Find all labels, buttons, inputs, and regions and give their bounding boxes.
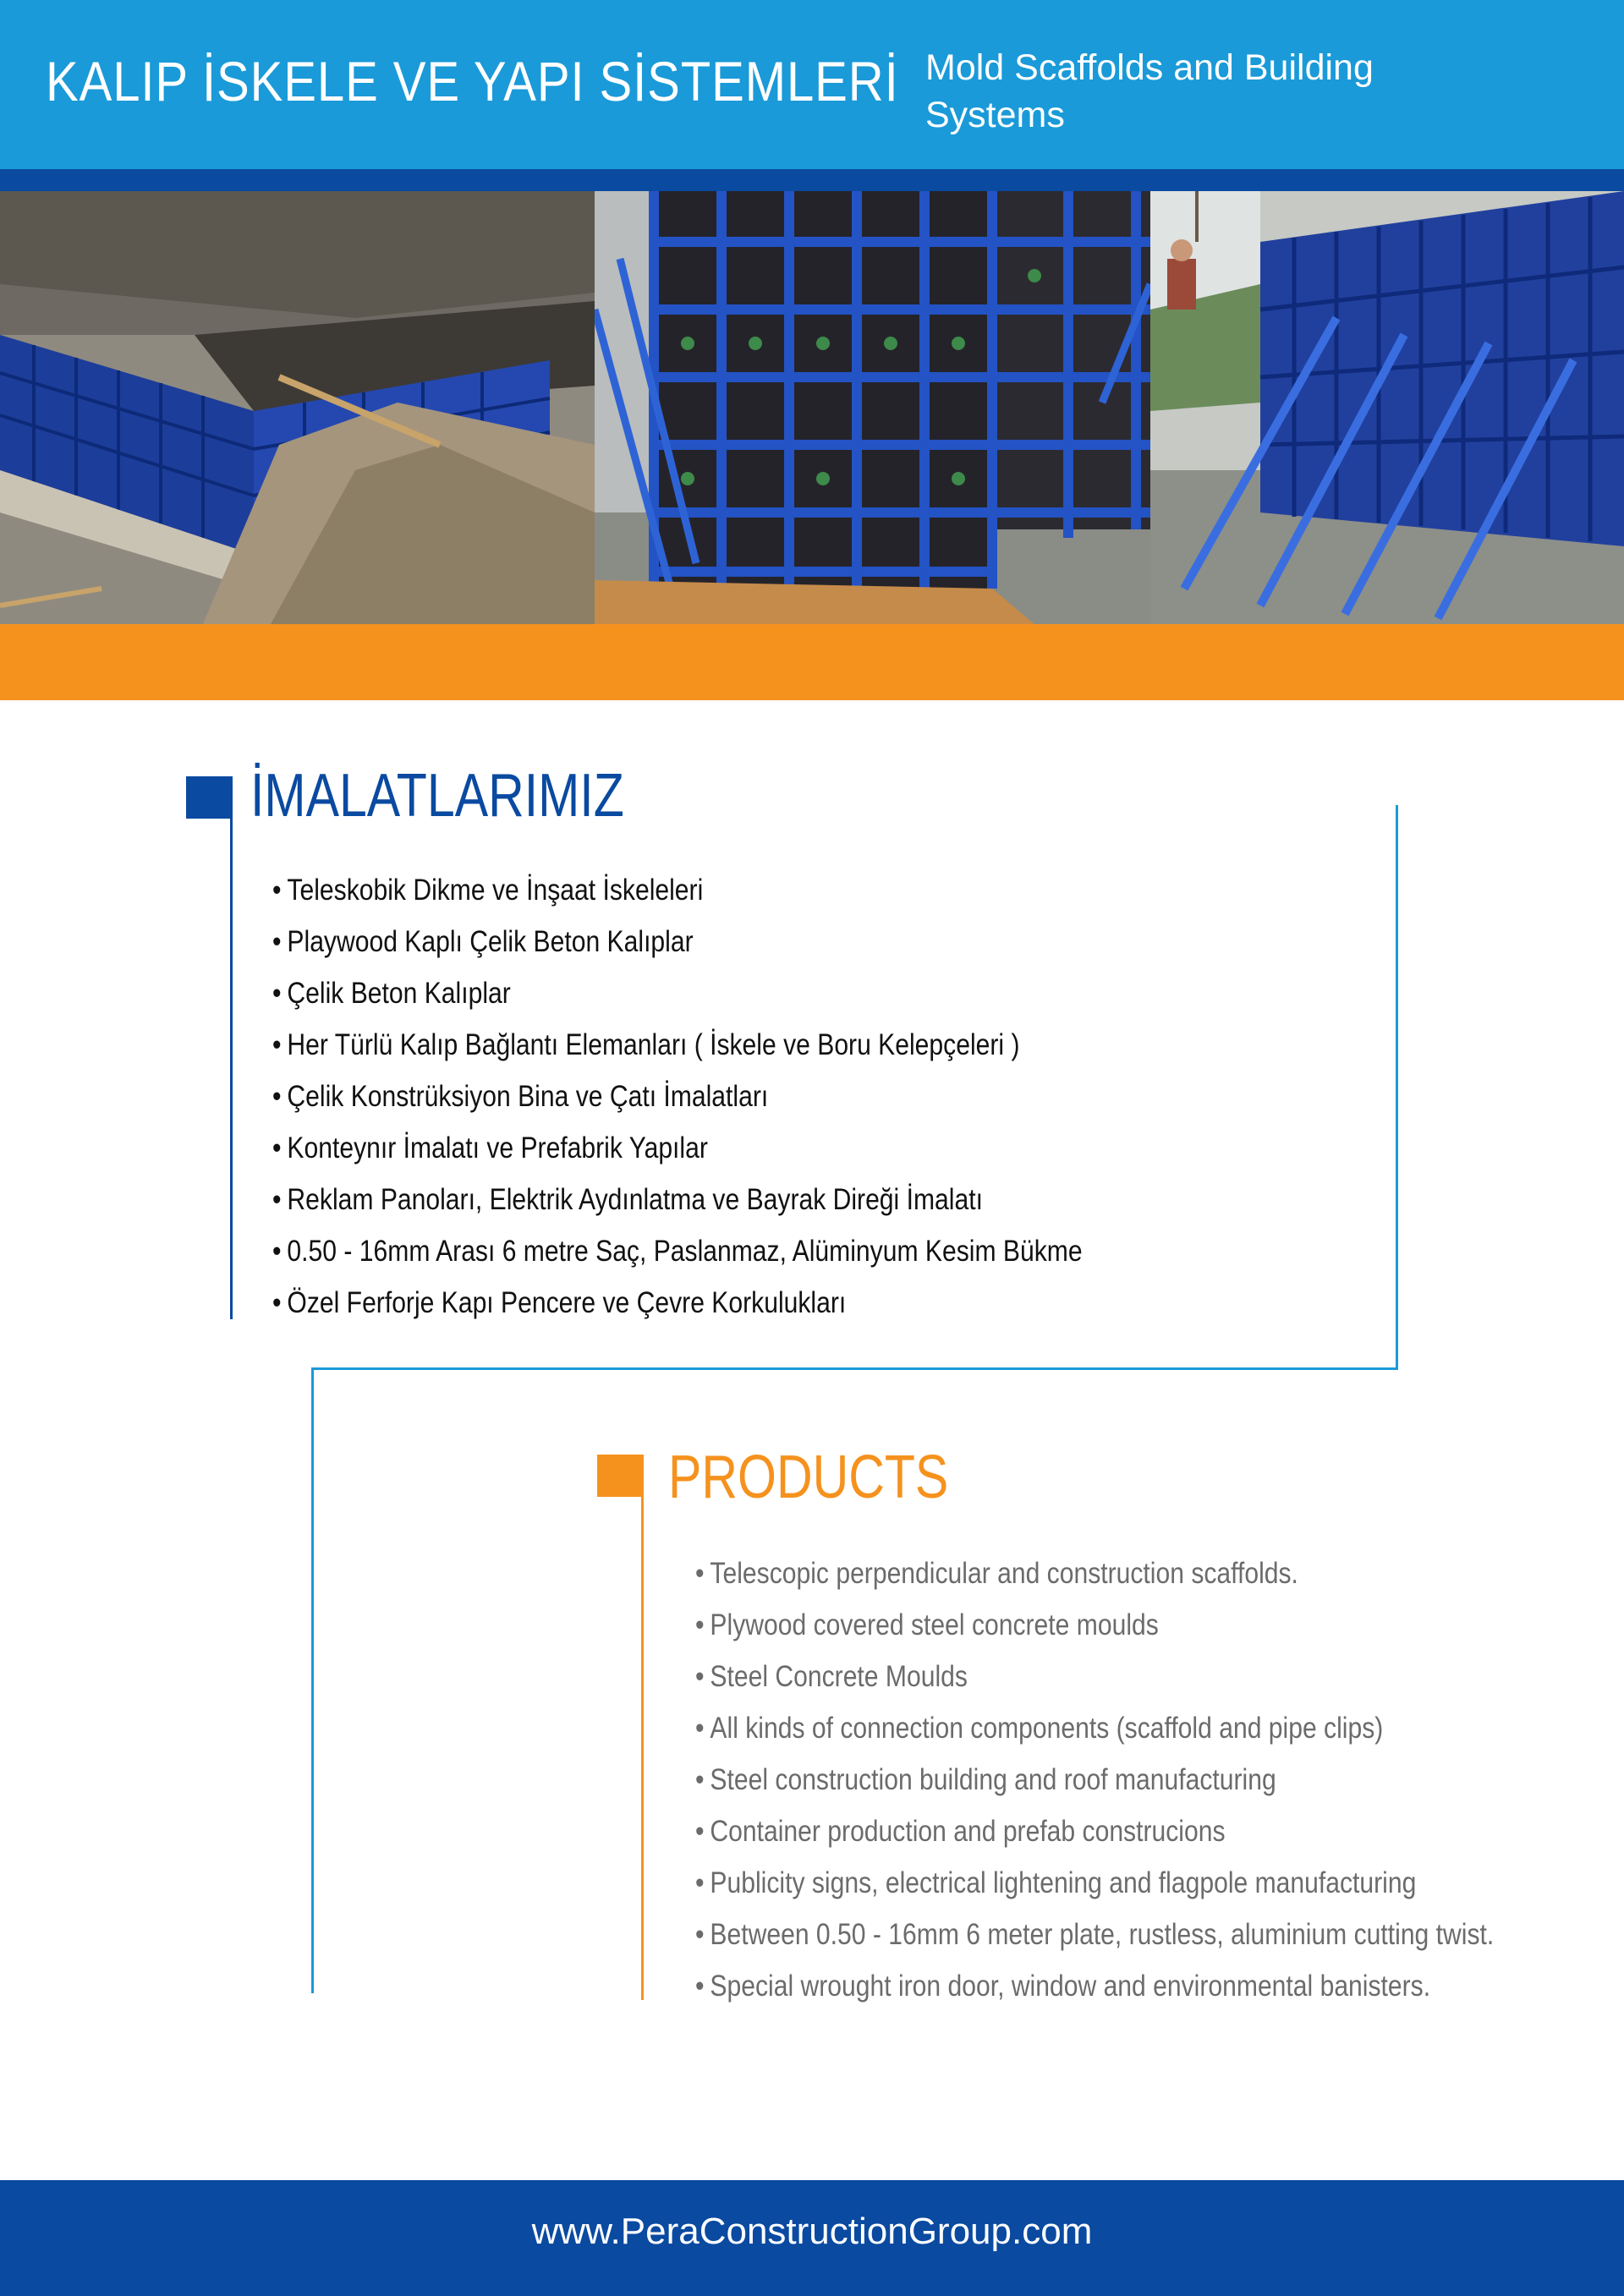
section-vertical-line (230, 776, 233, 1319)
header-title: KALIP İSKELE VE YAPI SİSTEMLERİ (46, 50, 899, 112)
list-item: • Telescopic perpendicular and construction scaffolds. (695, 1557, 1298, 1590)
header-subtitle: Mold Scaffolds and Building Systems (925, 47, 1374, 135)
list-item: • Special wrought iron door, window and environmental banisters. (695, 1970, 1431, 2003)
page-header (0, 0, 1624, 169)
list-item: • Çelik Beton Kalıplar (272, 977, 511, 1010)
list-item: • Steel construction building and roof manufacturing (695, 1763, 1276, 1796)
header-stripe (0, 169, 1624, 191)
section-marker-square (186, 776, 232, 819)
list-item: • Her Türlü Kalıp Bağlantı Elemanları ( İskele ve Boru Kelepçeleri ) (272, 1028, 1020, 1061)
list-item: • Teleskobik Dikme ve İnşaat İskeleleri (272, 874, 704, 907)
formwork-site-photo (0, 191, 595, 624)
english-products-list (695, 1548, 1624, 2012)
frame-line-right (1396, 805, 1398, 1370)
list-item: • 0.50 - 16mm Arası 6 metre Saç, Paslanmaz, Alüminyum Kesim Bükme (272, 1235, 1083, 1268)
braced-formwork-photo (1150, 191, 1624, 624)
list-item: • All kinds of connection components (scaffold and pipe clips) (695, 1712, 1384, 1745)
english-section-title: PRODUCTS (668, 1444, 949, 1511)
list-item: • Publicity signs, electrical lightening and flagpole manufacturing (695, 1866, 1417, 1899)
list-item: • Container production and prefab construcions (695, 1815, 1226, 1848)
frame-line-left (311, 1367, 314, 1993)
list-item: • Plywood covered steel concrete moulds (695, 1608, 1159, 1641)
steel-formwork-wall-photo (595, 191, 1150, 624)
list-item: • Steel Concrete Moulds (695, 1660, 968, 1693)
turkish-products-list (272, 864, 1214, 1329)
section-marker-square (597, 1455, 643, 1497)
website-url[interactable]: www.PeraConstructionGroup.com (531, 2211, 1093, 2252)
section-vertical-line (641, 1455, 644, 2000)
turkish-section-title: İMALATLARIMIZ (250, 762, 624, 830)
page-footer (0, 2180, 1624, 2296)
list-item: • Çelik Konstrüksiyon Bina ve Çatı İmalatları (272, 1080, 769, 1113)
list-item: • Between 0.50 - 16mm 6 meter plate, rustless, aluminium cutting twist. (695, 1918, 1495, 1951)
list-item: • Konteynır İmalatı ve Prefabrik Yapılar (272, 1132, 708, 1164)
orange-band (0, 624, 1624, 700)
list-item: • Playwood Kaplı Çelik Beton Kalıplar (272, 925, 694, 958)
frame-line-bottom (311, 1367, 1398, 1370)
list-item: • Reklam Panoları, Elektrik Aydınlatma ve Bayrak Direği İmalatı (272, 1183, 983, 1216)
list-item: • Özel Ferforje Kapı Pencere ve Çevre Korkulukları (272, 1286, 847, 1319)
